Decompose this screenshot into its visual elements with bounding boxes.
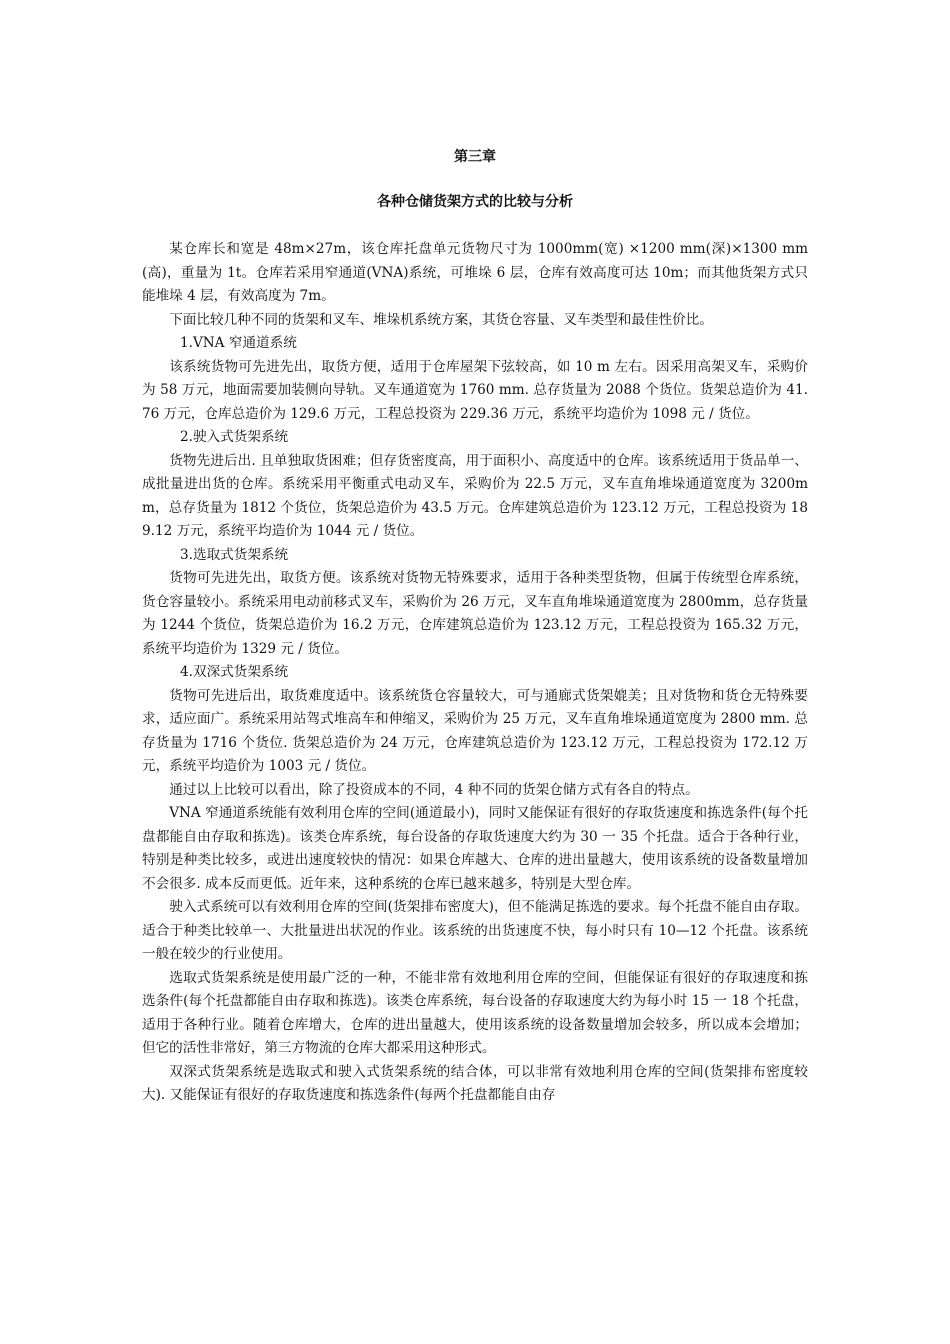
section-paragraph: 货物可先进先出，取货方便。该系统对货物无特殊要求，适用于各种类型货物，但属于传统型仓库系统，货仓容量较小。系统采用电动前移式叉车，采购价为 26 万元，叉车直角堆垛通道宽度为 2800mm，总存货量为 1244 个货位，货架总造价为 16.2 万元，仓库建筑总造价为 123.12 万元，工程总投资为 165.32 万元，系统平均造价为 1329 元 / 货位。 [142, 570, 808, 657]
analysis-paragraph: 通过以上比较可以看出，除了投资成本的不同，4 种不同的货架仓储方式有各自的特点。 [169, 781, 699, 798]
document-body [142, 238, 808, 1108]
analysis-paragraph: 双深式货架系统是选取式和驶入式货架系统的结合体，可以非常有效地利用仓库的空间(货架排布密度较大). 又能保证有很好的存取货速度和拣选条件(每两个托盘都能自由存 [142, 1063, 808, 1103]
section-heading: 3.选取式货架系统 [180, 546, 289, 563]
section-paragraph: 货物可先进后出，取货难度适中。该系统货仓容量较大，可与通廊式货架媲美；且对货物和货仓无特殊要求，适应面广。系统采用站驾式堆高车和伸缩叉，采购价为 25 万元，叉车直角堆垛通道宽度为 2800 mm. 总存货量为 1716 个货位. 货架总造价为 24 万元，仓库建筑总造价为 123.12 万元，工程总投资为 172.12 万元，系统平均造价为 1003 元 / 货位。 [142, 687, 808, 774]
intro-paragraph: 下面比较几种不同的货架和叉车、堆垛机系统方案，其货仓容量、叉车类型和最佳性价比。 [169, 311, 713, 328]
analysis-paragraph: VNA 窄通道系统能有效利用仓库的空间(通道最小)，同时又能保证有很好的存取货速度和拣选条件(每个托盘都能自由存取和拣选)。该类仓库系统，每台设备的存取货速度大约为 30 一 35 个托盘。适合于各种行业，特别是种类比较多，或进出速度较快的情况：如果仓库越大、仓库的进出量越大，使用该系统的设备数量增加不会很多. 成本反而更低。近年来，这种系统的仓库已越来越多，特别是大型仓库。 [142, 805, 808, 892]
section-heading: 4.双深式货架系统 [180, 664, 289, 680]
intro-paragraph: 某仓库长和宽是 48m×27m，该仓库托盘单元货物尺寸为 1000mm(宽) ×1200 mm(深)×1300 mm(高)，重量为 1t。仓库若采用窄通道(VNA)系统，可堆垛 6 层，仓库有效高度可达 10m；而其他货架方式只能堆垛 4 层，有效高度为 7m。 [142, 241, 808, 304]
document-title: 各种仓储货架方式的比较与分析 [377, 194, 573, 210]
chapter-heading: 第三章 [454, 149, 496, 165]
section-paragraph: 货物先进后出. 且单独取货困难；但存货密度高，用于面积小、高度适中的仓库。该系统适用于货品单一、成批量进出货的仓库。系统采用平衡重式电动叉车，采购价为 22.5 万元，叉车直角堆垛通道宽度为 3200mm，总存货量为 1812 个货位，货架总造价为 43.5 万元。仓库建筑总造价为 123.12 万元，工程总投资为 189.12 万元，系统平均造价为 1044 元 / 货位。 [142, 452, 808, 539]
analysis-paragraph: 驶入式系统可以有效利用仓库的空间(货架排布密度大)，但不能满足拣选的要求。每个托盘不能自由存取。适合于种类比较单一、大批量进出状况的作业。该系统的出货速度不快，每小时只有 10—12 个托盘。该系统一般在较少的行业使用。 [142, 899, 808, 962]
analysis-paragraph: 选取式货架系统是使用最广泛的一种，不能非常有效地利用仓库的空间，但能保证有很好的存取速度和拣选条件(每个托盘都能自由存取和拣选)。该类仓库系统，每台设备的存取速度大约为每小时 15 一 18 个托盘，适用于各种行业。随着仓库增大，仓库的进出量越大，使用该系统的设备数量增加会较多，所以成本会增加；但它的活性非常好，第三方物流的仓库大都采用这种形式。 [142, 969, 808, 1056]
section-paragraph: 该系统货物可先进先出，取货方便，适用于仓库屋架下弦较高，如 10 m 左右。因采用高架叉车，采购价为 58 万元，地面需要加装侧向导轨。叉车通道宽为 1760 mm. 总存货量为 2088 个货位。货架总造价为 41.76 万元，仓库总造价为 129.6 万元，工程总投资为 229.36 万元，系统平均造价为 1098 元 / 货位。 [142, 358, 808, 422]
section-heading: 2.驶入式货架系统 [180, 429, 289, 445]
section-heading: 1.VNA 窄通道系统 [180, 335, 297, 351]
